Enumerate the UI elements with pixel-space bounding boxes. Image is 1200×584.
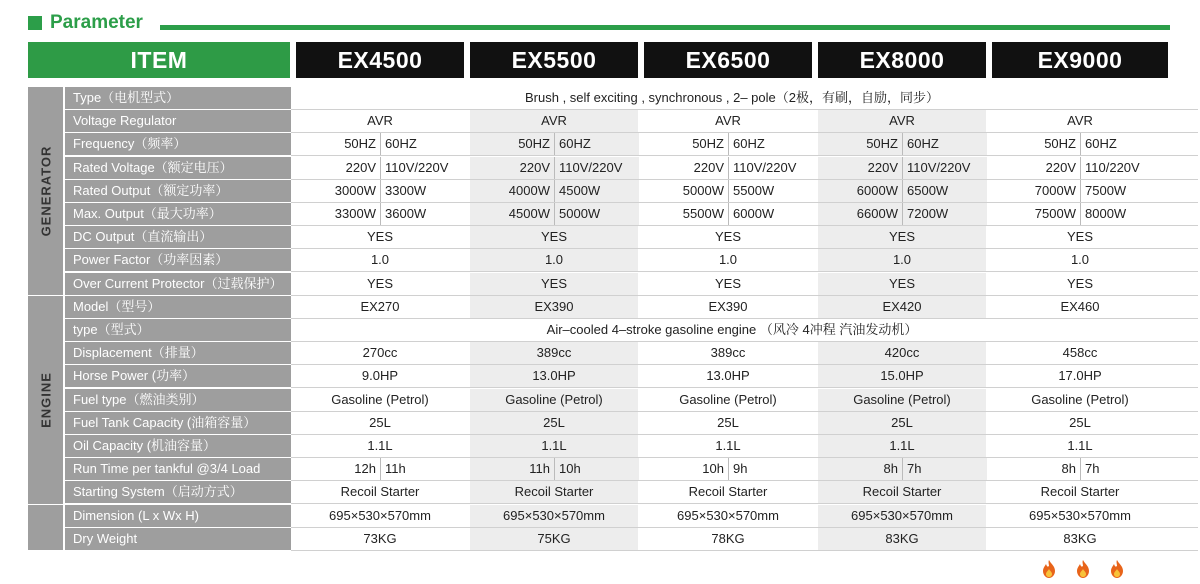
table-cell: 1.1L	[470, 435, 638, 457]
table-cell: 8h	[818, 458, 902, 480]
table-cell: EX390	[470, 296, 638, 318]
table-cell: 7200W	[902, 203, 987, 225]
table-cell: 4000W	[470, 180, 554, 202]
table-cell: 7h	[1080, 458, 1169, 480]
table-cell: YES	[818, 273, 986, 295]
table-cell: 50HZ	[692, 136, 724, 152]
table-cell: 11h	[380, 458, 465, 480]
table-cell: 5500W	[728, 180, 813, 202]
table-cell: 1.0	[1070, 252, 1090, 268]
header-model-ex8000: EX8000	[818, 42, 986, 78]
table-cell: 75KG	[470, 528, 638, 550]
flame-icon	[1042, 560, 1056, 578]
table-cell: 50HZ	[344, 136, 376, 152]
table-cell: 9.0HP	[361, 368, 399, 384]
table-cell: 220V	[693, 159, 724, 175]
table-cell: 60HZ	[728, 133, 813, 155]
row-label: Frequency（频率）	[65, 133, 291, 155]
table-cell: 78KG	[711, 530, 745, 546]
header-item: ITEM	[28, 42, 290, 78]
table-cell: 7500W	[1034, 206, 1076, 221]
table-cell: Gasoline (Petrol)	[1031, 391, 1129, 407]
row-label: Dimension (L x Wx H)	[65, 505, 291, 527]
table-cell: 420cc	[818, 342, 986, 364]
table-cell: 220V	[818, 157, 902, 179]
category-label-engine: ENGINE	[38, 371, 53, 428]
table-cell: 110V/220V	[728, 157, 813, 179]
row-label: Model（型号）	[65, 296, 291, 318]
table-cell: YES	[1066, 275, 1093, 291]
flame-icon	[1110, 560, 1124, 578]
table-cell: 220V	[345, 159, 376, 175]
table-cell: 1.0	[370, 252, 390, 268]
table-cell: Gasoline (Petrol)	[470, 389, 638, 411]
table-cell: 1.1L	[1067, 438, 1093, 453]
table-cell: 73KG	[363, 530, 397, 546]
table-cell: 695×530×570mm	[818, 505, 986, 527]
table-cell: 458cc	[1062, 345, 1098, 361]
spanning-cell: Air–cooled 4–stroke gasoline engine （风冷 4冲程 汽油发动机）	[546, 322, 918, 337]
table-cell: 60HZ	[902, 133, 987, 155]
table-cell: 6000W	[728, 203, 813, 225]
table-cell: AVR	[715, 113, 741, 129]
table-cell: 5500W	[682, 206, 724, 221]
row-label: Oil Capacity (机油容量）	[65, 435, 291, 457]
spanning-cell: Brush , self exciting , synchronous , 2– pole（2极，有刷，自励，同步）	[525, 90, 939, 105]
table-cell: YES	[470, 273, 638, 295]
table-cell: 3000W	[334, 182, 376, 198]
table-cell: 695×530×570mm	[470, 505, 638, 527]
table-cell: 695×530×570mm	[677, 507, 779, 523]
table-cell: 83KG	[818, 528, 986, 550]
row-label: Dry Weight	[65, 528, 291, 550]
table-cell: 25L	[470, 412, 638, 434]
row-label: Displacement（排量）	[65, 342, 291, 364]
table-cell: Recoil Starter	[340, 484, 420, 500]
section-title-bar	[28, 12, 1170, 34]
table-cell: 17.0HP	[1058, 368, 1102, 384]
table-cell: YES	[714, 229, 741, 245]
table-cell: 6600W	[818, 203, 902, 225]
table-cell: 13.0HP	[470, 365, 638, 387]
table-cell: YES	[366, 229, 393, 245]
section-title: Parameter	[50, 12, 143, 33]
table-cell: 25L	[369, 414, 391, 430]
table-cell: 7500W	[1080, 180, 1169, 202]
table-cell: AVR	[470, 110, 638, 132]
title-rule	[160, 25, 1170, 30]
table-cell: 695×530×570mm	[329, 507, 431, 523]
table-cell: AVR	[818, 110, 986, 132]
table-cell: 25L	[818, 412, 986, 434]
table-cell: 60HZ	[380, 133, 465, 155]
row-label: Type（电机型式）	[65, 87, 291, 109]
table-cell: 4500W	[470, 203, 554, 225]
table-cell: 3300W	[380, 180, 465, 202]
table-cell: YES	[818, 226, 986, 248]
table-cell: 6000W	[818, 180, 902, 202]
table-cell: AVR	[367, 113, 393, 129]
table-cell: 1.1L	[818, 435, 986, 457]
row-label: Rated Voltage（额定电压）	[65, 157, 291, 179]
table-cell: 8h	[1061, 461, 1076, 477]
table-cell: 389cc	[710, 345, 746, 361]
row-label: Over Current Protector（过载保护）	[65, 273, 291, 295]
table-cell: 15.0HP	[818, 365, 986, 387]
table-cell: 12h	[354, 461, 376, 477]
table-cell: 7000W	[1034, 182, 1076, 198]
table-cell: Gasoline (Petrol)	[331, 391, 429, 407]
flame-icon	[1076, 560, 1090, 578]
table-cell: 60HZ	[554, 133, 639, 155]
table-cell: Recoil Starter	[818, 481, 986, 503]
row-separator	[291, 550, 1198, 551]
header-model-ex6500: EX6500	[644, 42, 812, 78]
table-cell: 1.1L	[715, 438, 741, 453]
table-cell: 50HZ	[818, 133, 902, 155]
table-cell: 5000W	[682, 182, 724, 198]
table-cell: EX420	[818, 296, 986, 318]
table-cell: 5000W	[554, 203, 639, 225]
table-cell: 50HZ	[470, 133, 554, 155]
row-label: Voltage Regulator	[65, 110, 291, 132]
table-cell: 220V	[470, 157, 554, 179]
table-cell: 3600W	[380, 203, 465, 225]
table-cell: Recoil Starter	[1040, 484, 1120, 500]
table-cell: 10h	[554, 458, 639, 480]
table-cell: 11h	[470, 458, 554, 480]
row-label: DC Output（直流输出）	[65, 226, 291, 248]
table-cell: 695×530×570mm	[1029, 507, 1131, 523]
row-label: Power Factor（功率因素）	[65, 249, 291, 271]
table-cell: 220V	[1045, 159, 1076, 175]
table-cell: 8000W	[1080, 203, 1169, 225]
row-label: Max. Output（最大功率）	[65, 203, 291, 225]
table-cell: 110V/220V	[902, 157, 987, 179]
table-cell: 3300W	[334, 206, 376, 221]
category-engine	[28, 296, 63, 504]
table-cell: 6500W	[902, 180, 987, 202]
table-cell: 270cc	[362, 345, 398, 361]
header-model-ex4500: EX4500	[296, 42, 464, 78]
header-model-ex5500: EX5500	[470, 42, 638, 78]
table-cell: YES	[1066, 229, 1093, 245]
table-cell: AVR	[1067, 113, 1093, 129]
header-model-ex9000: EX9000	[992, 42, 1168, 78]
table-cell: 7h	[902, 458, 987, 480]
table-cell: 60HZ	[1080, 133, 1169, 155]
table-cell: 4500W	[554, 180, 639, 202]
title-square-icon	[28, 16, 42, 30]
table-cell: 25L	[717, 414, 739, 430]
category-misc	[28, 505, 63, 550]
table-cell: 1.0	[470, 249, 638, 271]
table-cell: EX460	[1060, 298, 1100, 314]
row-label: Fuel type（燃油类别）	[65, 389, 291, 411]
table-cell: 25L	[1069, 414, 1091, 430]
table-cell: Recoil Starter	[688, 484, 768, 500]
table-cell: 83KG	[1063, 530, 1097, 546]
table-cell: Gasoline (Petrol)	[818, 389, 986, 411]
table-cell: 1.1L	[367, 438, 393, 453]
category-label-generator: GENERATOR	[38, 145, 53, 237]
row-label: Starting System（启动方式）	[65, 481, 291, 503]
table-cell: Gasoline (Petrol)	[679, 391, 777, 407]
table-cell: YES	[714, 275, 741, 291]
row-label: Fuel Tank Capacity (油箱容量）	[65, 412, 291, 434]
table-cell: 1.0	[818, 249, 986, 271]
table-cell: 13.0HP	[706, 368, 750, 384]
table-cell: 9h	[728, 458, 813, 480]
table-cell: 110V/220V	[554, 157, 639, 179]
row-label: Run Time per tankful @3/4 Load	[65, 458, 291, 480]
table-cell: Recoil Starter	[470, 481, 638, 503]
table-cell: EX390	[708, 298, 748, 314]
table-cell: 110V/220V	[380, 157, 465, 179]
category-generator	[28, 87, 63, 295]
table-cell: EX270	[360, 298, 400, 314]
table-cell: YES	[366, 275, 393, 291]
row-label: Rated Output（额定功率）	[65, 180, 291, 202]
row-label: Horse Power (功率）	[65, 365, 291, 387]
table-cell: 1.0	[718, 252, 738, 268]
table-cell: YES	[470, 226, 638, 248]
table-cell: 50HZ	[1044, 136, 1076, 152]
table-cell: 110/220V	[1080, 157, 1169, 179]
table-cell: 389cc	[470, 342, 638, 364]
row-label: type（型式）	[65, 319, 291, 341]
table-cell: 10h	[702, 461, 724, 477]
